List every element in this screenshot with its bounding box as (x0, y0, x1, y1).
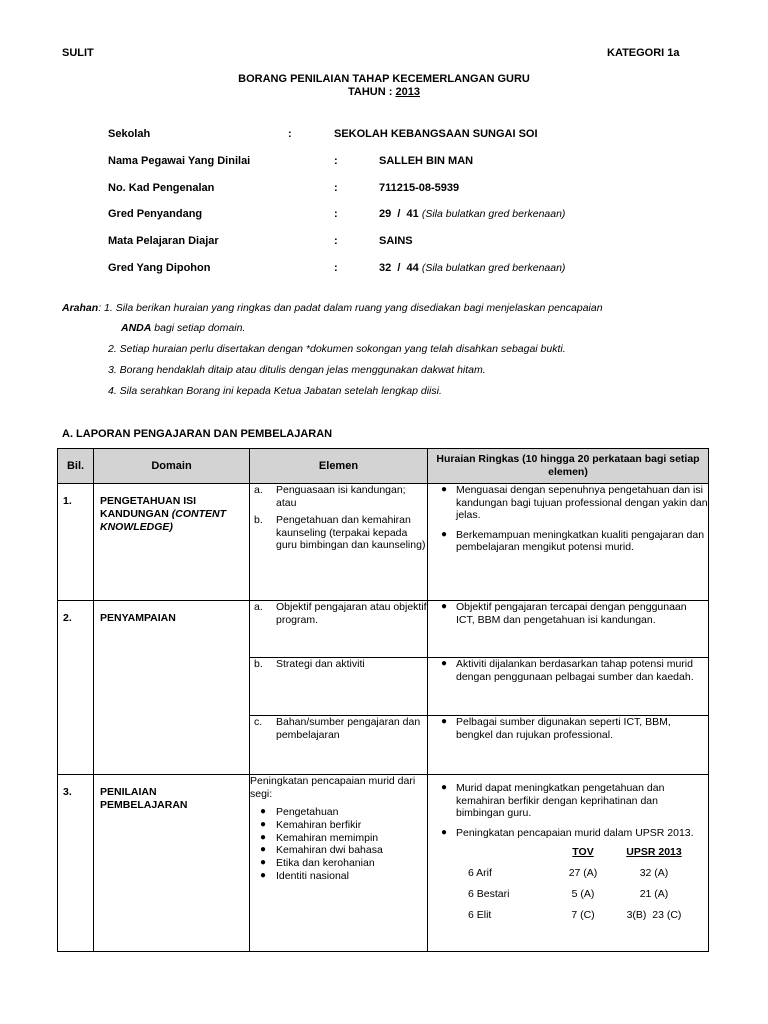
list-item: ● Pelbagai sumber digunakan seperti ICT, BBM, bengkel dan rujukan professional. (440, 716, 671, 741)
element-item: b. Pengetahuan dan kemahiran kaunseling (terpakai kepada guru bimbingan dan kaunseling) (254, 514, 426, 551)
list-item: ● Aktiviti dijalankan berdasarkan tahap potensi murid dengan penggunaan pelbagai sumber dan kaedah. (440, 658, 694, 683)
results-row: 6 Arif 27 (A) 32 (A) (468, 866, 669, 879)
instruction-4: 4. Sila serahkan Borang ini kepada Ketua Jabatan setelah lengkap diisi. (108, 385, 442, 397)
field-colon: : (334, 208, 338, 220)
list-item: ● Etika dan kerohanian (259, 857, 375, 870)
field-colon: : (334, 262, 338, 274)
list-item: ● Menguasai dengan sepenuhnya pengetahuan dan isi kandungan bagi tujuan professional dengan yakin dan jelas. (440, 484, 708, 521)
list-item: ● Kemahiran dwi bahasa (259, 844, 383, 857)
category-label: KATEGORI 1a (607, 47, 680, 59)
field-label-gred-penyandang: Gred Penyandang (108, 208, 203, 220)
element-item: a. Objektif pengajaran atau objektif program. (254, 601, 427, 626)
list-item: ● Objektif pengajaran tercapai dengan penggunaan ICT, BBM dan pengetahuan isi kandungan. (440, 601, 687, 626)
domain-cell: PENILAIAN PEMBELAJARAN (94, 775, 250, 952)
row-number: 3. (58, 775, 94, 952)
description-cell (428, 658, 709, 716)
assessment-table (57, 448, 709, 952)
list-item: ● Pengetahuan (259, 806, 339, 818)
table-row (58, 484, 709, 601)
form-year: TAHUN : 2013 (348, 86, 420, 98)
table-header-row (58, 449, 709, 484)
table-row (58, 775, 709, 952)
field-label-mata-pelajaran: Mata Pelajaran Diajar (108, 235, 219, 247)
description-cell (428, 716, 709, 775)
element-item: c. Bahan/sumber pengajaran dan pembelajaran (254, 716, 421, 741)
domain-cell: PENYAMPAIAN (94, 601, 250, 775)
field-colon: : (288, 128, 292, 140)
element-item: a. Penguasaan isi kandungan; atau (254, 484, 406, 509)
field-value-nama: SALLEH BIN MAN (379, 155, 474, 167)
field-value-ic: 711215-08-5939 (379, 182, 460, 194)
results-row: 6 Bestari 5 (A) 21 (A) (468, 887, 669, 900)
element-item: b. Strategi dan aktiviti (254, 658, 365, 670)
field-label-ic: No. Kad Pengenalan (108, 182, 215, 194)
element-cell (250, 716, 428, 775)
header-bil: Bil. (58, 449, 94, 484)
list-item: ● Kemahiran memimpin (259, 831, 379, 844)
field-colon: : (334, 155, 338, 167)
element-cell (250, 658, 428, 716)
row-number: 2. (58, 601, 94, 775)
element-cell (250, 775, 428, 952)
field-value-gred-penyandang: 29 / 41 (Sila bulatkan gred berkenaan) (379, 208, 566, 220)
field-colon: : (334, 182, 338, 194)
table-row (58, 601, 709, 658)
field-value-gred-dipohon: 32 / 44 (Sila bulatkan gred berkenaan) (379, 262, 566, 274)
element-cell (250, 484, 428, 601)
results-row: 6 Elit 7 (C) 3(B) 23 (C) (468, 908, 682, 921)
field-label-nama: Nama Pegawai Yang Dinilai (108, 155, 251, 167)
element-intro: Peningkatan pencapaian murid dari segi: (250, 775, 416, 800)
element-cell (250, 601, 428, 658)
field-label-gred-dipohon: Gred Yang Dipohon (108, 262, 211, 274)
field-label-sekolah: Sekolah (108, 128, 151, 140)
row-number: 1. (58, 484, 94, 601)
list-item: ● Berkemampuan meningkatkan kualiti pengajaran dan pembelajaran mengikut potensi murid. (440, 528, 705, 553)
results-header: TOV UPSR 2013 (572, 845, 682, 858)
field-value-sekolah: SEKOLAH KEBANGSAAN SUNGAI SOI (334, 128, 538, 140)
description-cell (428, 601, 709, 658)
form-title: BORANG PENILAIAN TAHAP KECEMERLANGAN GURU (238, 73, 530, 85)
instruction-1-cont: ANDA bagi setiap domain. (121, 322, 246, 334)
field-colon: : (334, 235, 338, 247)
field-value-mata-pelajaran: SAINS (379, 235, 413, 247)
list-item: ● Kemahiran berfikir (259, 818, 362, 831)
description-cell (428, 484, 709, 601)
description-cell (428, 775, 709, 952)
section-title: A. LAPORAN PENGAJARAN DAN PEMBELAJARAN (62, 428, 333, 440)
header-elemen: Elemen (250, 449, 428, 484)
header-huraian: Huraian Ringkas (10 hingga 20 perkataan bagi setiap elemen) (428, 449, 709, 484)
header-domain: Domain (94, 449, 250, 484)
list-item: ● Peningkatan pencapaian murid dalam UPSR 2013. (440, 826, 694, 839)
instruction-2: 2. Setiap huraian perlu disertakan dengan *dokumen sokongan yang telah disahkan sebagai bukti. (108, 343, 566, 355)
instruction-3: 3. Borang hendaklah ditaip atau ditulis dengan jelas menggunakan dakwat hitam. (108, 364, 486, 376)
results-table (468, 841, 708, 925)
domain-cell: PENGETAHUAN ISI KANDUNGAN (CONTENT KNOWLEDGE) (94, 484, 250, 601)
list-item: ● Murid dapat meningkatkan pengetahuan dan kemahiran berfikir dengan keprihatinan dan bimbingan guru. (440, 782, 665, 819)
list-item: ● Identiti nasional (259, 869, 349, 882)
classification-label: SULIT (62, 47, 94, 59)
instruction-1: Arahan: 1. Sila berikan huraian yang ringkas dan padat dalam ruang yang disediakan bagi menjelaskan pencapaian (62, 302, 603, 314)
